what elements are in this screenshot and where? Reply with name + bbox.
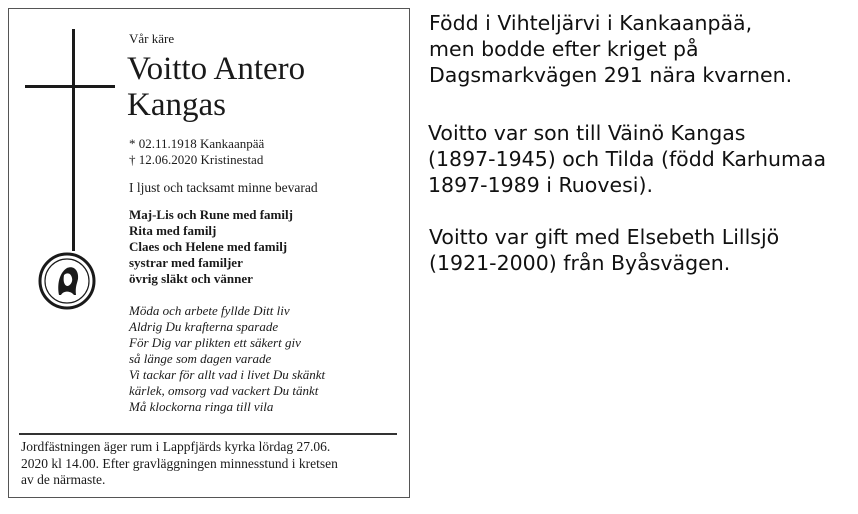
funeral-line: 2020 kl 14.00. Efter gravläggningen minnesstund i kretsen bbox=[21, 455, 338, 471]
obituary-notice bbox=[8, 8, 410, 498]
poem-line: För Dig var plikten ett säkert giv bbox=[129, 335, 301, 350]
caption-line: Född i Vihteljärvi i Kankaanpää, bbox=[429, 11, 753, 35]
divider bbox=[19, 433, 397, 435]
mourner-item: Maj-Lis och Rune med familj bbox=[129, 207, 293, 222]
mourner-item: Rita med familj bbox=[129, 223, 217, 238]
caption-parents bbox=[428, 120, 826, 198]
mourner-item: övrig släkt och vänner bbox=[129, 271, 253, 286]
poem-line: Må klockorna ringa till vila bbox=[129, 399, 274, 414]
poem-line: Möda och arbete fyllde Ditt liv bbox=[129, 303, 290, 318]
caption-line: men bodde efter kriget på bbox=[429, 37, 699, 61]
caption-line: (1897-1945) och Tilda (född Karhumaa bbox=[428, 147, 827, 171]
caption-line: Dagsmarkvägen 291 nära kvarnen. bbox=[429, 63, 793, 87]
name-line: Voitto Antero bbox=[127, 51, 306, 87]
caption-line: Voitto var gift med Elsebeth Lillsjö bbox=[429, 225, 780, 249]
pendant-portrait-icon bbox=[37, 251, 97, 311]
mourners-list bbox=[129, 207, 293, 287]
cross-icon bbox=[72, 29, 75, 251]
life-dates bbox=[129, 136, 264, 168]
name-line: Kangas bbox=[127, 87, 226, 123]
deceased-name bbox=[127, 51, 387, 123]
caption-birthplace bbox=[429, 10, 792, 88]
funeral-line: Jordfästningen äger rum i Lappfjärds kyrka lördag 27.06. bbox=[21, 439, 331, 454]
birth-date: * 02.11.1918 Kankaanpää bbox=[129, 136, 265, 151]
poem-line: Vi tackar för allt vad i livet Du skänkt bbox=[129, 367, 326, 382]
caption-spouse bbox=[429, 224, 779, 276]
memorial-poem bbox=[129, 303, 325, 415]
mourner-item: systrar med familjer bbox=[129, 255, 243, 270]
caption-line: (1921-2000) från Byåsvägen. bbox=[429, 251, 731, 275]
funeral-line: av de närmaste. bbox=[21, 472, 106, 487]
caption-line: Voitto var son till Väinö Kangas bbox=[428, 121, 746, 145]
cross-icon-bar bbox=[25, 85, 115, 88]
poem-line: Aldrig Du krafterna sparade bbox=[129, 319, 279, 334]
death-date: † 12.06.2020 Kristinestad bbox=[129, 152, 264, 167]
thanks-text: I ljust och tacksamt minne bevarad bbox=[129, 180, 318, 195]
funeral-info bbox=[21, 439, 405, 489]
poem-line: kärlek, omsorg vad vackert Du tänkt bbox=[129, 383, 319, 398]
mourner-item: Claes och Helene med familj bbox=[129, 239, 288, 254]
poem-line: så länge som dagen varade bbox=[129, 351, 272, 366]
intro-text: Vår käre bbox=[129, 31, 175, 46]
caption-line: 1897-1989 i Ruovesi). bbox=[428, 173, 653, 197]
